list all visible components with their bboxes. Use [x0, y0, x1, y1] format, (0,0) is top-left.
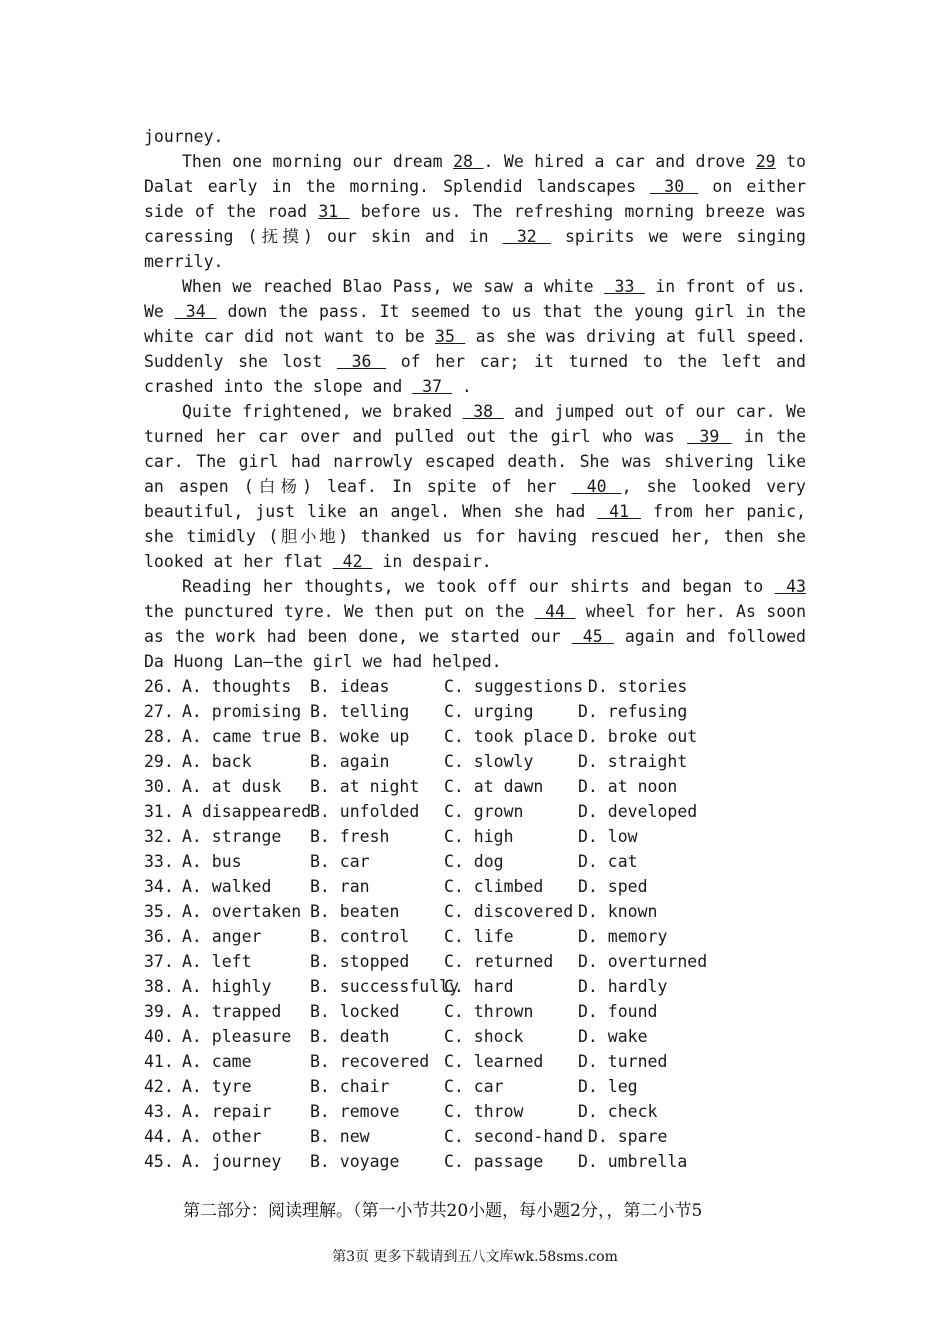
option-b: B. again	[310, 752, 390, 771]
option-b: B. successfully	[310, 977, 460, 996]
question-row	[144, 1074, 806, 1099]
question-number: 30.	[144, 777, 174, 796]
question-number: 28.	[144, 727, 174, 746]
option-d: D. stories	[578, 677, 688, 696]
option-d: D. wake	[578, 1027, 648, 1046]
question-number: 43.	[144, 1102, 174, 1121]
option-a: A. came	[182, 1052, 252, 1071]
page-footer: 第3页 更多下载请到五八文库wk.58sms.com	[332, 1249, 618, 1265]
option-d: D. spare	[578, 1127, 668, 1146]
question-number: 37.	[144, 952, 174, 971]
question-number: 35.	[144, 902, 174, 921]
option-a: A. highly	[182, 977, 272, 996]
blank-45: 45	[571, 627, 614, 646]
part2-heading: 第二部分：阅读理解。（第一小节共20小题，每小题2分，，第二小节5	[183, 1201, 703, 1221]
question-row	[144, 724, 806, 749]
option-b: B. stopped	[310, 952, 410, 971]
option-d: D. known	[578, 902, 658, 921]
blank-30: 30	[650, 177, 699, 196]
option-c: C. climbed	[444, 877, 544, 896]
option-a: A. tyre	[182, 1077, 252, 1096]
paragraph-text: in despair.	[372, 552, 492, 571]
question-number: 39.	[144, 1002, 174, 1021]
paragraph-text: wheel for her. As soon as the work had been done, we started our	[144, 602, 806, 646]
option-c: C. returned	[444, 952, 554, 971]
option-a: A. promising	[182, 702, 302, 721]
paragraph-text: as she was driving at full speed. Suddenly she lost	[144, 327, 806, 371]
question-row	[144, 774, 806, 799]
option-a: A. repair	[182, 1102, 272, 1121]
blank-31: 31	[318, 202, 350, 221]
question-row	[144, 1149, 806, 1174]
option-c: C. urging	[444, 702, 534, 721]
option-d: D. refusing	[578, 702, 688, 721]
paragraph-text: again and followed Da Huong Lan—the girl we had helped.	[144, 627, 806, 671]
paragraph-text: to Dalat early in the morning. Splendid landscapes	[144, 152, 806, 196]
question-row	[144, 849, 806, 874]
paragraph-text: Quite frightened, we braked	[182, 402, 463, 421]
paragraph-4	[144, 574, 806, 674]
paragraph-3	[144, 399, 806, 574]
blank-36: 36	[336, 352, 387, 371]
option-c: C. learned	[444, 1052, 544, 1071]
paragraph-text: on either side of the road	[144, 177, 806, 221]
paragraph-text: in the car. The girl had narrowly escaped death. She was shivering like an aspen (白杨) leaf. In spite of her	[144, 427, 806, 496]
paragraph-text: .	[451, 377, 472, 396]
question-number: 33.	[144, 852, 174, 871]
answer-options	[144, 674, 806, 1174]
question-number: 45.	[144, 1152, 174, 1171]
blank-38: 38	[462, 402, 504, 421]
question-row	[144, 974, 806, 999]
option-d: D. hardly	[578, 977, 668, 996]
paragraph-text: , she looked very beautiful, just like an angel. When she had	[144, 477, 806, 521]
question-number: 41.	[144, 1052, 174, 1071]
option-c: C. slowly	[444, 752, 534, 771]
blank-41: 41	[597, 502, 641, 521]
option-a: A. pleasure	[182, 1027, 292, 1046]
option-b: B. chair	[310, 1077, 390, 1096]
question-row	[144, 949, 806, 974]
question-row	[144, 924, 806, 949]
question-number: 36.	[144, 927, 174, 946]
passage-body	[144, 124, 806, 1174]
question-row	[144, 874, 806, 899]
paragraph-text: and jumped out of our car. We turned her car over and pulled out the girl who was	[144, 402, 806, 446]
option-b: B. ideas	[310, 677, 390, 696]
paragraph-text: down the pass. It seemed to us that the young girl in the white car did not want to be	[144, 302, 806, 346]
question-row	[144, 1099, 806, 1124]
paragraph-text: . We hired a car and drove	[483, 152, 756, 171]
option-d: D. memory	[578, 927, 668, 946]
option-a: A. back	[182, 752, 252, 771]
option-d: D. low	[578, 827, 638, 846]
question-number: 34.	[144, 877, 174, 896]
blank-44: 44	[534, 602, 576, 621]
option-b: B. locked	[310, 1002, 400, 1021]
question-number: 38.	[144, 977, 174, 996]
question-row	[144, 799, 806, 824]
paragraph-1	[144, 149, 806, 274]
option-a: A. anger	[182, 927, 262, 946]
paragraph-text: journey.	[144, 127, 224, 146]
blank-28: 28	[453, 152, 484, 171]
option-d: D. found	[578, 1002, 658, 1021]
option-b: B. fresh	[310, 827, 390, 846]
option-d: D. leg	[578, 1077, 638, 1096]
paragraph-text: the punctured tyre. We then put on the	[144, 602, 535, 621]
question-number: 40.	[144, 1027, 174, 1046]
question-row	[144, 824, 806, 849]
option-c: C. at dawn	[444, 777, 544, 796]
option-a: A. thoughts	[182, 677, 292, 696]
option-d: D. at noon	[578, 777, 678, 796]
option-b: B. new	[310, 1127, 370, 1146]
option-a: A. journey	[182, 1152, 282, 1171]
paragraph-text: of her car; it turned to the left and crashed into the slope and	[144, 352, 806, 396]
option-c: C. took place	[444, 727, 574, 746]
blank-35: 35	[435, 327, 466, 346]
blank-29: 29	[755, 152, 776, 171]
question-row	[144, 749, 806, 774]
blank-32: 32	[502, 227, 551, 246]
option-d: D. check	[578, 1102, 658, 1121]
option-b: B. recovered	[310, 1052, 430, 1071]
option-c: C. dog	[444, 852, 504, 871]
question-row	[144, 899, 806, 924]
option-b: B. beaten	[310, 902, 400, 921]
option-a: A. at dusk	[182, 777, 282, 796]
question-number: 29.	[144, 752, 174, 771]
paragraph-text: spirits we were singing merrily.	[144, 227, 806, 271]
option-b: B. voyage	[310, 1152, 400, 1171]
option-d: D. straight	[578, 752, 688, 771]
option-a: A. walked	[182, 877, 272, 896]
option-c: C. discovered	[444, 902, 574, 921]
question-row	[144, 999, 806, 1024]
option-a: A. came true	[182, 727, 302, 746]
option-b: B. death	[310, 1027, 390, 1046]
blank-37: 37	[412, 377, 452, 396]
question-number: 31.	[144, 802, 174, 821]
question-number: 42.	[144, 1077, 174, 1096]
paragraph-2	[144, 274, 806, 399]
option-c: C. life	[444, 927, 514, 946]
option-a: A disappeared	[182, 802, 312, 821]
option-d: D. cat	[578, 852, 638, 871]
blank-33: 33	[604, 277, 645, 296]
option-a: A. trapped	[182, 1002, 282, 1021]
option-a: A. left	[182, 952, 252, 971]
option-d: D. broke out	[578, 727, 698, 746]
option-d: D. turned	[578, 1052, 668, 1071]
option-d: D. umbrella	[578, 1152, 688, 1171]
option-c: C. second-hand	[444, 1127, 584, 1146]
question-row	[144, 1024, 806, 1049]
option-b: B. telling	[310, 702, 410, 721]
option-a: A. strange	[182, 827, 282, 846]
paragraph-text: When we reached Blao Pass, we saw a white	[182, 277, 605, 296]
question-number: 27.	[144, 702, 174, 721]
question-number: 44.	[144, 1127, 174, 1146]
question-row	[144, 1124, 806, 1149]
blank-40: 40	[571, 477, 622, 496]
blank-42: 42	[332, 552, 373, 571]
option-c: C. thrown	[444, 1002, 534, 1021]
option-a: A. overtaken	[182, 902, 302, 921]
paragraph-text: Then one morning our dream	[182, 152, 454, 171]
option-c: C. throw	[444, 1102, 524, 1121]
option-c: C. passage	[444, 1152, 544, 1171]
option-d: D. sped	[578, 877, 648, 896]
question-number: 32.	[144, 827, 174, 846]
option-a: A. other	[182, 1127, 262, 1146]
option-b: B. control	[310, 927, 410, 946]
option-c: C. shock	[444, 1027, 524, 1046]
option-d: D. developed	[578, 802, 698, 821]
option-d: D. overturned	[578, 952, 708, 971]
option-b: B. woke up	[310, 727, 410, 746]
option-c: C. suggestions	[444, 677, 584, 696]
paragraph-0	[144, 124, 806, 149]
paragraph-text: Reading her thoughts, we took off our shirts and began to	[182, 577, 775, 596]
option-c: C. high	[444, 827, 514, 846]
option-b: B. at night	[310, 777, 420, 796]
question-row	[144, 699, 806, 724]
option-b: B. car	[310, 852, 370, 871]
question-row	[144, 674, 806, 699]
option-c: C. grown	[444, 802, 524, 821]
blank-43: 43	[774, 577, 806, 596]
paragraph-text: in front of us. We	[144, 277, 806, 321]
blank-39: 39	[687, 427, 732, 446]
paragraph-text: before us. The refreshing morning breeze was caressing (抚摸) our skin and in	[144, 202, 806, 246]
option-b: B. unfolded	[310, 802, 420, 821]
option-c: C. hard	[444, 977, 514, 996]
question-row	[144, 1049, 806, 1074]
option-b: B. ran	[310, 877, 370, 896]
option-b: B. remove	[310, 1102, 400, 1121]
option-a: A. bus	[182, 852, 242, 871]
option-c: C. car	[444, 1077, 504, 1096]
paragraph-text: from her panic, she timidly (胆小地) thanked us for having rescued her, then she looked at her flat	[144, 502, 806, 571]
question-number: 26.	[144, 677, 174, 696]
blank-34: 34	[174, 302, 217, 321]
